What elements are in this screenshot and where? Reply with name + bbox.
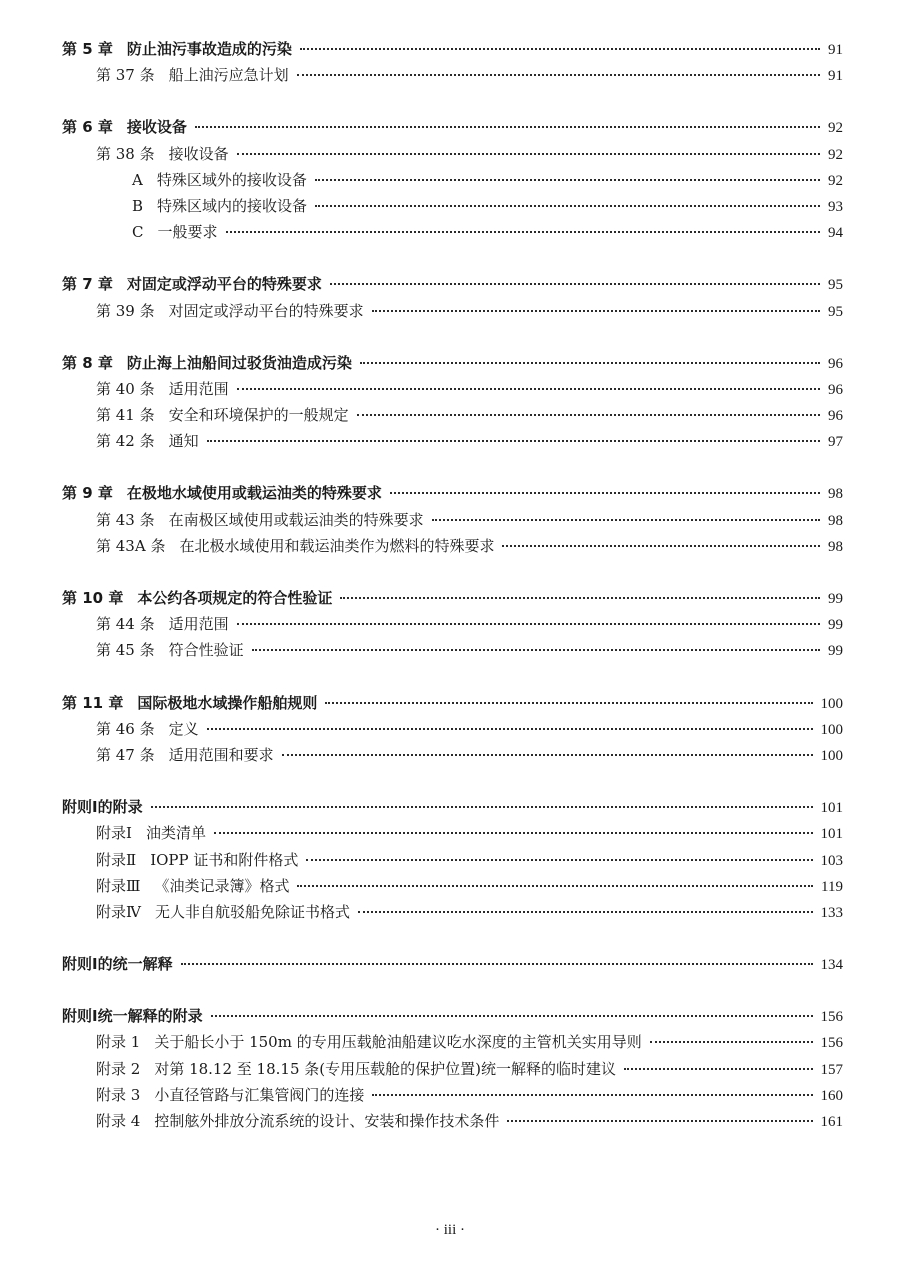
entry-title: 国际极地水域操作船舶规则 <box>137 693 318 712</box>
entry-number: 附录 4 <box>96 1112 141 1130</box>
entry-title: 通知 <box>168 432 199 451</box>
entry-label <box>132 167 307 193</box>
article-entry <box>62 1108 843 1134</box>
entry-page-number: 103 <box>820 852 843 869</box>
entry-title: 油类清单 <box>145 824 206 843</box>
entry-title: 在北极水域使用和载运油类作为燃料的特殊要求 <box>179 536 495 555</box>
entry-title: 在南极区域使用或载运油类的特殊要求 <box>168 510 424 529</box>
entry-label <box>96 1056 616 1082</box>
entry-label <box>96 141 229 167</box>
entry-page-number: 98 <box>828 486 843 503</box>
entry-title: 接收设备 <box>126 118 187 137</box>
entry-label <box>96 507 424 533</box>
dot-leader <box>300 48 820 50</box>
entry-title: 《油类记录簿》格式 <box>154 876 290 895</box>
article-entry <box>62 62 843 88</box>
article-entry <box>62 716 843 742</box>
entry-page-number: 101 <box>820 826 843 843</box>
dot-leader <box>432 519 820 521</box>
article-entry <box>62 873 843 899</box>
entry-number: 第 9 章 <box>62 484 113 503</box>
entry-page-number: 156 <box>820 1009 843 1026</box>
entry-number: 附录 2 <box>96 1059 141 1078</box>
entry-title: 接收设备 <box>168 144 229 163</box>
entry-number: B <box>132 196 144 215</box>
entry-label <box>96 62 289 88</box>
entry-page-number: 96 <box>828 381 843 398</box>
entry-page-number: 98 <box>828 512 843 529</box>
entry-label <box>96 298 364 324</box>
entry-page-number: 100 <box>820 721 843 738</box>
dot-leader <box>207 440 820 442</box>
entry-page-number: 99 <box>828 617 843 634</box>
entry-page-number: 97 <box>828 434 843 451</box>
dot-leader <box>211 1015 813 1017</box>
chapter-entry <box>62 951 843 977</box>
subsection-entry <box>62 219 843 245</box>
entry-page-number: 157 <box>820 1061 843 1078</box>
entry-title: 对固定或浮动平台的特殊要求 <box>126 275 322 294</box>
entry-label <box>96 611 229 637</box>
entry-title: 一般要求 <box>157 223 218 242</box>
toc-section <box>62 480 843 559</box>
entry-label <box>132 219 218 245</box>
entry-label <box>96 716 199 742</box>
dot-leader <box>306 859 812 861</box>
entry-label <box>96 1108 499 1134</box>
article-entry <box>62 507 843 533</box>
entry-number: 第 5 章 <box>62 40 113 58</box>
dot-leader <box>325 702 812 704</box>
entry-page-number: 96 <box>828 355 843 372</box>
article-entry <box>62 1056 843 1082</box>
article-entry <box>62 298 843 324</box>
entry-number: 第 11 章 <box>62 693 124 712</box>
entry-page-number: 95 <box>828 303 843 320</box>
entry-label <box>96 873 289 899</box>
chapter-entry <box>62 114 843 140</box>
toc-section <box>62 951 843 977</box>
entry-label <box>62 1003 203 1029</box>
entry-label <box>96 820 206 846</box>
entry-page-number: 96 <box>828 408 843 425</box>
dot-leader <box>214 832 813 834</box>
entry-number: 第 7 章 <box>62 275 113 294</box>
entry-page-number: 99 <box>828 591 843 607</box>
entry-number: 附录 3 <box>96 1085 141 1104</box>
article-entry <box>62 376 843 402</box>
entry-page-number: 98 <box>828 538 843 555</box>
entry-page-number: 161 <box>820 1114 843 1130</box>
entry-title: 小直径管路与汇集管阀门的连接 <box>154 1085 365 1104</box>
dot-leader <box>252 649 820 651</box>
entry-label <box>62 36 292 62</box>
entry-number: 附录 1 <box>96 1033 141 1052</box>
entry-label <box>62 271 322 297</box>
dot-leader <box>297 74 820 76</box>
entry-label <box>96 533 494 559</box>
entry-page-number: 100 <box>820 695 843 712</box>
article-entry <box>62 742 843 768</box>
entry-number: 附录Ⅱ <box>96 850 137 869</box>
page-number: · iii · <box>435 1222 465 1238</box>
chapter-entry <box>62 794 843 820</box>
entry-number: 第 38 条 <box>96 144 155 163</box>
chapter-entry <box>62 271 843 297</box>
toc-section <box>62 271 843 323</box>
dot-leader <box>237 153 820 155</box>
entry-label <box>96 637 244 663</box>
entry-number: A <box>132 170 143 189</box>
dot-leader <box>360 362 820 364</box>
dot-leader <box>330 283 820 285</box>
entry-label <box>62 794 143 820</box>
entry-label <box>62 690 317 716</box>
entry-number: 第 37 条 <box>96 66 155 85</box>
entry-label <box>96 376 229 402</box>
dot-leader <box>297 885 813 887</box>
article-entry <box>62 533 843 559</box>
entry-number: 附录Ⅳ <box>96 902 141 921</box>
dot-leader <box>181 963 813 965</box>
entry-page-number: 160 <box>820 1087 843 1104</box>
toc-section <box>62 114 843 245</box>
dot-leader <box>624 1068 813 1070</box>
dot-leader <box>195 126 820 128</box>
entry-title: 特殊区域内的接收设备 <box>157 196 308 215</box>
dot-leader <box>358 911 812 913</box>
dot-leader <box>207 728 813 730</box>
entry-page-number: 156 <box>820 1035 843 1052</box>
article-entry <box>62 1029 843 1055</box>
entry-page-number: 101 <box>820 800 843 817</box>
article-entry <box>62 1082 843 1108</box>
toc-section <box>62 1003 843 1134</box>
subsection-entry <box>62 193 843 219</box>
entry-title: 特殊区域外的接收设备 <box>156 170 307 189</box>
entry-number: 第 45 条 <box>96 641 155 660</box>
toc-section <box>62 36 843 88</box>
entry-title: 符合性验证 <box>168 641 244 660</box>
entry-label <box>96 847 298 873</box>
dot-leader <box>151 806 813 808</box>
subsection-entry <box>62 167 843 193</box>
entry-title: 安全和环境保护的一般规定 <box>168 406 349 425</box>
dot-leader <box>502 545 820 547</box>
dot-leader <box>507 1120 812 1122</box>
entry-title: 附则Ⅰ的附录 <box>62 798 143 817</box>
entry-title: 对固定或浮动平台的特殊要求 <box>168 301 364 320</box>
entry-title: 适用范围 <box>168 379 229 398</box>
entry-number: 第 43A 条 <box>96 536 166 555</box>
dot-leader <box>357 414 820 416</box>
entry-title: 适用范围和要求 <box>168 745 274 764</box>
entry-label <box>62 585 332 611</box>
dot-leader <box>372 310 820 312</box>
entry-page-number: 92 <box>828 146 843 163</box>
entry-number: 附录Ⅲ <box>96 876 141 895</box>
entry-number: 第 46 条 <box>96 719 155 738</box>
chapter-entry <box>62 480 843 506</box>
entry-title: 船上油污应急计划 <box>168 66 289 85</box>
entry-title: 控制舷外排放分流系统的设计、安装和操作技术条件 <box>154 1112 500 1130</box>
toc-section <box>62 585 843 664</box>
entry-page-number: 100 <box>820 747 843 764</box>
entry-number: 第 43 条 <box>96 510 155 529</box>
entry-number: C <box>132 223 144 242</box>
entry-label <box>132 193 307 219</box>
entry-number: 第 47 条 <box>96 745 155 764</box>
entry-title: 对第 18.12 至 18.15 条(专用压载舱的保护位置)统一解释的临时建议 <box>154 1059 616 1078</box>
entry-title: 定义 <box>168 719 199 738</box>
entry-page-number: 134 <box>820 957 843 974</box>
entry-number: 第 6 章 <box>62 118 113 137</box>
entry-title: 适用范围 <box>168 615 229 634</box>
entry-title: 附则Ⅰ统一解释的附录 <box>62 1007 203 1026</box>
entry-title: 防止油污事故造成的污染 <box>126 40 292 58</box>
entry-title: 防止海上油船间过驳货油造成污染 <box>126 353 352 372</box>
entry-label <box>96 1082 364 1108</box>
entry-label <box>62 951 173 977</box>
entry-page-number: 91 <box>828 68 843 85</box>
chapter-entry <box>62 585 843 611</box>
entry-page-number: 92 <box>828 120 843 137</box>
table-of-contents <box>62 36 843 1160</box>
entry-page-number: 95 <box>828 277 843 294</box>
toc-section <box>62 794 843 925</box>
article-entry <box>62 637 843 663</box>
dot-leader <box>315 179 820 181</box>
entry-page-number: 91 <box>828 42 843 58</box>
entry-label <box>96 899 350 925</box>
toc-section <box>62 690 843 769</box>
article-entry <box>62 847 843 873</box>
article-entry <box>62 402 843 428</box>
entry-page-number: 92 <box>828 172 843 189</box>
entry-label <box>62 480 382 506</box>
entry-title: IOPP 证书和附件格式 <box>150 850 299 869</box>
dot-leader <box>226 231 821 233</box>
entry-number: 第 44 条 <box>96 615 155 634</box>
entry-page-number: 119 <box>821 878 843 895</box>
toc-section <box>62 350 843 455</box>
entry-label <box>96 1029 642 1055</box>
chapter-entry <box>62 690 843 716</box>
entry-page-number: 99 <box>828 643 843 660</box>
article-entry <box>62 899 843 925</box>
entry-page-number: 93 <box>828 198 843 215</box>
dot-leader <box>237 388 820 390</box>
dot-leader <box>390 492 820 494</box>
chapter-entry <box>62 350 843 376</box>
article-entry <box>62 141 843 167</box>
entry-label <box>96 402 349 428</box>
entry-number: 第 41 条 <box>96 406 155 425</box>
entry-number: 第 10 章 <box>62 589 124 607</box>
dot-leader <box>315 205 820 207</box>
dot-leader <box>340 597 820 599</box>
entry-number: 第 8 章 <box>62 353 113 372</box>
entry-number: 第 40 条 <box>96 379 155 398</box>
article-entry <box>62 611 843 637</box>
dot-leader <box>282 754 813 756</box>
entry-label <box>96 742 274 768</box>
entry-number: 附录Ⅰ <box>96 824 132 843</box>
dot-leader <box>650 1041 813 1043</box>
entry-label <box>96 428 199 454</box>
dot-leader <box>237 623 820 625</box>
entry-title: 附则Ⅰ的统一解释 <box>62 955 173 974</box>
article-entry <box>62 820 843 846</box>
entry-title: 无人非自航驳船免除证书格式 <box>155 902 351 921</box>
entry-title: 在极地水域使用或载运油类的特殊要求 <box>126 484 382 503</box>
article-entry <box>62 428 843 454</box>
entry-title: 本公约各项规定的符合性验证 <box>137 589 333 607</box>
dot-leader <box>372 1094 812 1096</box>
chapter-entry <box>62 1003 843 1029</box>
entry-label <box>62 114 187 140</box>
entry-page-number: 94 <box>828 225 843 242</box>
entry-number: 第 39 条 <box>96 301 155 320</box>
chapter-entry <box>62 36 843 62</box>
entry-number: 第 42 条 <box>96 432 155 451</box>
entry-label <box>62 350 352 376</box>
entry-title: 关于船长小于 150m 的专用压载舱油船建议吃水深度的主管机关实用导则 <box>154 1033 642 1052</box>
entry-page-number: 133 <box>820 904 843 921</box>
